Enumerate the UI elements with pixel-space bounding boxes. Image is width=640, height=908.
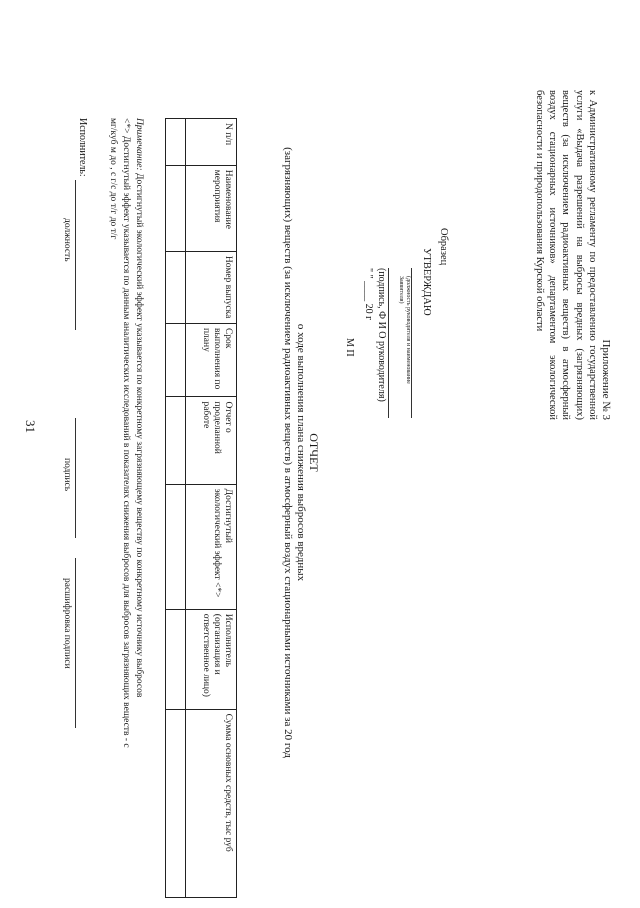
executor-signature-caption: подпись <box>62 458 72 492</box>
table-row <box>166 119 186 898</box>
executor-position-caption: должность <box>62 218 72 262</box>
appendix-heading: Приложение № 3 <box>600 339 612 420</box>
col-ecological-effect: Достигнутый экологический эффект <*> <box>186 484 237 609</box>
approval-date-line: " " ____ 20 г <box>363 268 374 321</box>
col-planned-deadline: Срок выполнения по плану <box>186 323 237 397</box>
executor-label: Исполнитель: <box>77 118 88 177</box>
table-cell <box>166 323 186 397</box>
footnote <box>106 118 145 908</box>
col-work-report: Отчет о проделанной работе <box>186 397 237 484</box>
table-cell <box>166 119 186 166</box>
stamp-label: М П <box>344 338 355 357</box>
report-subtitle-1: о ходе выполнения плана снижения выбросов вредных <box>295 323 307 582</box>
signature-line <box>75 418 76 538</box>
position-line <box>411 268 420 418</box>
report-title-block <box>281 0 320 905</box>
note-line-2: <*> Достигнутый эффект указывается по данным аналитических исследований в показателях снижения выбросов для выбросов загрязняющих веществ - с <box>121 118 131 748</box>
table-cell <box>166 397 186 484</box>
report-table <box>165 118 237 898</box>
signature-line <box>388 268 397 418</box>
name-line <box>75 558 76 728</box>
sample-label: Образец <box>438 228 449 266</box>
col-release-number: Номер выпуска <box>186 251 237 323</box>
position-signature-line <box>75 180 76 330</box>
table-cell <box>166 484 186 609</box>
col-executor: Исполнитель (организация и ответственное лицо) <box>186 609 237 709</box>
table-cell <box>166 165 186 251</box>
note-line-1: Достигнутый экологический эффект указывается по конкретному загрязняющему веществу по конкретному источнику выбросов <box>134 173 144 698</box>
position-caption: (должность руководителя и наименование Заявителя) <box>398 276 411 384</box>
appendix-header <box>533 90 612 420</box>
note-line-3: мг/куб м до , с г/с до т/г до т/г <box>108 118 118 240</box>
signature-caption: (подпись, Ф И О руководителя) <box>376 268 387 402</box>
col-number: N п/п <box>186 119 237 166</box>
table-cell <box>166 251 186 323</box>
executor-block <box>58 118 88 898</box>
appendix-text: к Административному регламенту по предоставлению государственной услуги «Выдача разрешений на выбросы вредных (загрязняющих) веществ (за исключением радиоактивных веществ) в атмосферный воздух стационарных источников» департаментом экологической безопасности и природопользования Курской области <box>533 90 598 420</box>
approval-block <box>343 228 450 478</box>
col-measure-name: Наименование мероприятия <box>186 165 237 251</box>
table-header-row <box>186 119 237 898</box>
note-label: Примечание: <box>134 118 144 171</box>
executor-name-caption: расшифровка подписи <box>62 578 72 669</box>
report-subtitle-2: (загрязняющих) веществ (за исключением радиоактивных веществ) в атмосферный воздух стационарными источниками за 20 год <box>282 147 294 758</box>
col-fixed-assets-sum: Сумма основных средств, тыс руб <box>186 709 237 897</box>
report-title: ОТЧЕТ <box>307 433 321 472</box>
approval-title: УТВЕРЖДАЮ <box>421 248 432 316</box>
page-number: 31 <box>23 420 38 433</box>
table-cell <box>166 709 186 897</box>
table-cell <box>166 609 186 709</box>
